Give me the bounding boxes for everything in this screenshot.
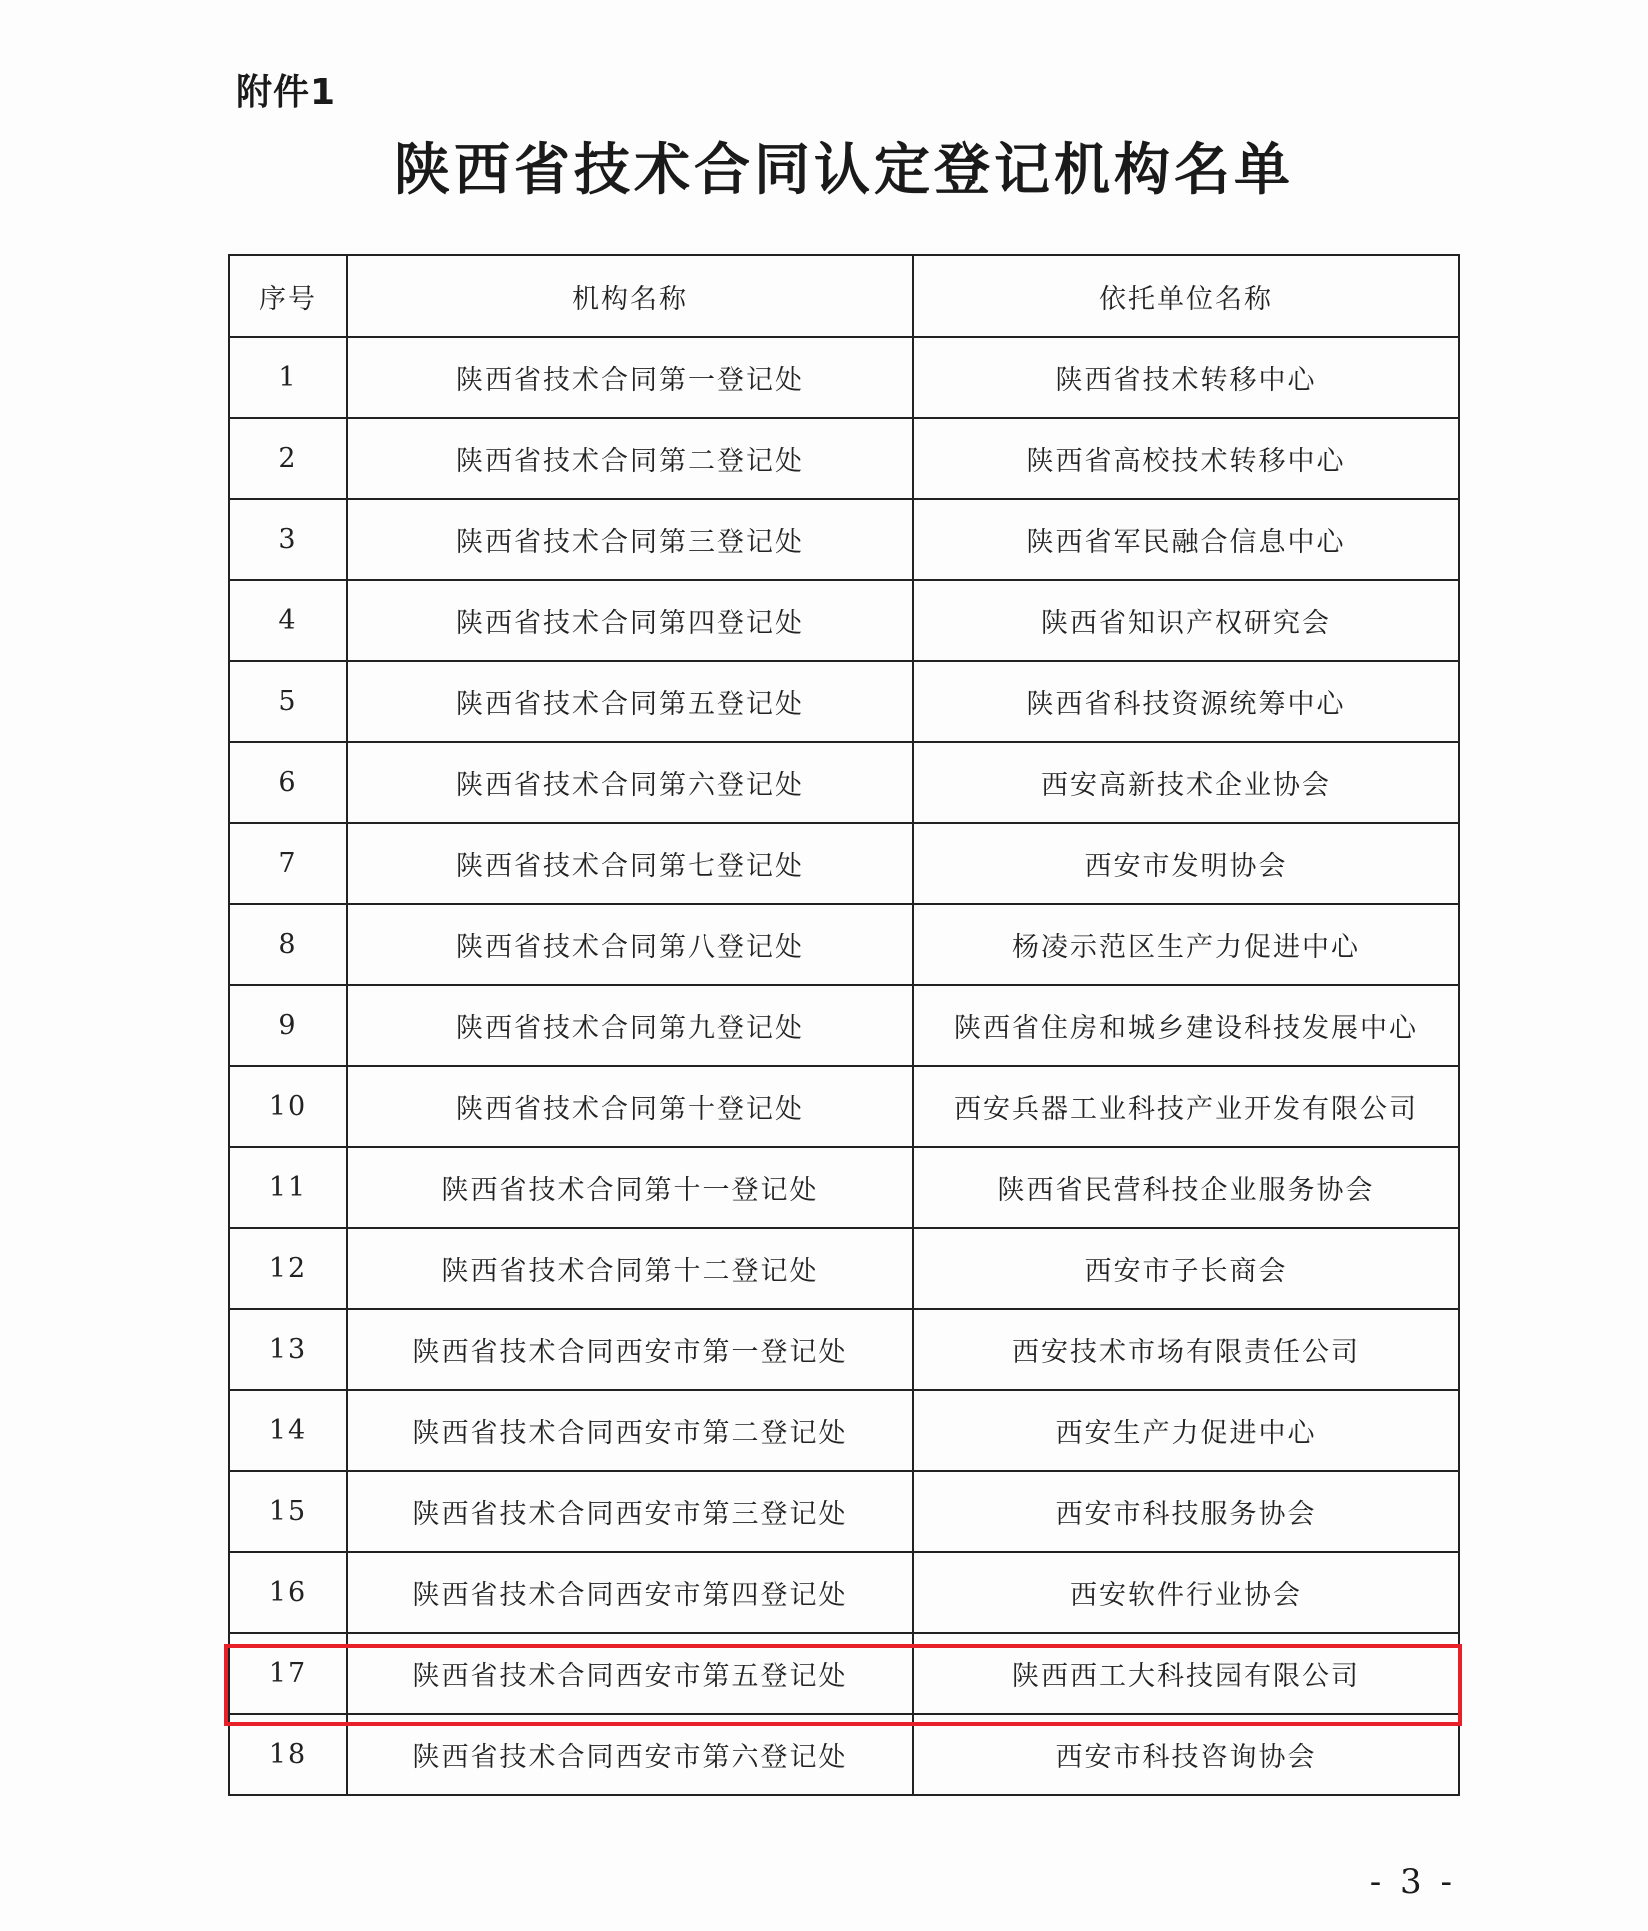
cell-seq: 14 bbox=[229, 1390, 347, 1471]
table-row bbox=[229, 1066, 1459, 1147]
registry-table bbox=[228, 254, 1460, 1796]
table-row bbox=[229, 1471, 1459, 1552]
cell-host-unit: 陕西省住房和城乡建设科技发展中心 bbox=[913, 985, 1459, 1066]
cell-host-unit: 西安技术市场有限责任公司 bbox=[913, 1309, 1459, 1390]
cell-institution-name: 陕西省技术合同第八登记处 bbox=[347, 904, 913, 985]
cell-seq: 18 bbox=[229, 1714, 347, 1795]
cell-host-unit: 陕西省军民融合信息中心 bbox=[913, 499, 1459, 580]
cell-institution-name: 陕西省技术合同第一登记处 bbox=[347, 337, 913, 418]
cell-seq: 11 bbox=[229, 1147, 347, 1228]
table-row bbox=[229, 1633, 1459, 1714]
cell-host-unit: 西安生产力促进中心 bbox=[913, 1390, 1459, 1471]
table-row bbox=[229, 1552, 1459, 1633]
cell-host-unit: 西安高新技术企业协会 bbox=[913, 742, 1459, 823]
table-body bbox=[229, 337, 1459, 1795]
cell-seq: 16 bbox=[229, 1552, 347, 1633]
cell-host-unit: 西安市发明协会 bbox=[913, 823, 1459, 904]
cell-seq: 8 bbox=[229, 904, 347, 985]
cell-institution-name: 陕西省技术合同西安市第一登记处 bbox=[347, 1309, 913, 1390]
cell-host-unit: 西安市子长商会 bbox=[913, 1228, 1459, 1309]
cell-seq: 15 bbox=[229, 1471, 347, 1552]
cell-institution-name: 陕西省技术合同西安市第三登记处 bbox=[347, 1471, 913, 1552]
table-row bbox=[229, 1147, 1459, 1228]
cell-host-unit: 西安兵器工业科技产业开发有限公司 bbox=[913, 1066, 1459, 1147]
cell-host-unit: 杨凌示范区生产力促进中心 bbox=[913, 904, 1459, 985]
table-row bbox=[229, 742, 1459, 823]
cell-institution-name: 陕西省技术合同西安市第五登记处 bbox=[347, 1633, 913, 1714]
cell-host-unit: 陕西西工大科技园有限公司 bbox=[913, 1633, 1459, 1714]
cell-institution-name: 陕西省技术合同第九登记处 bbox=[347, 985, 913, 1066]
column-header-host: 依托单位名称 bbox=[913, 255, 1459, 337]
attachment-label: 附件1 bbox=[236, 72, 337, 113]
table-row bbox=[229, 985, 1459, 1066]
cell-host-unit: 西安市科技咨询协会 bbox=[913, 1714, 1459, 1795]
table-row bbox=[229, 1228, 1459, 1309]
cell-institution-name: 陕西省技术合同第十二登记处 bbox=[347, 1228, 913, 1309]
cell-host-unit: 西安市科技服务协会 bbox=[913, 1471, 1459, 1552]
page-number: - 3 - bbox=[1369, 1862, 1456, 1902]
cell-seq: 9 bbox=[229, 985, 347, 1066]
cell-institution-name: 陕西省技术合同第四登记处 bbox=[347, 580, 913, 661]
cell-host-unit: 陕西省知识产权研究会 bbox=[913, 580, 1459, 661]
cell-institution-name: 陕西省技术合同第二登记处 bbox=[347, 418, 913, 499]
column-header-name: 机构名称 bbox=[347, 255, 913, 337]
cell-institution-name: 陕西省技术合同西安市第四登记处 bbox=[347, 1552, 913, 1633]
cell-host-unit: 陕西省民营科技企业服务协会 bbox=[913, 1147, 1459, 1228]
cell-seq: 7 bbox=[229, 823, 347, 904]
registry-table-container bbox=[228, 254, 1458, 1796]
cell-institution-name: 陕西省技术合同第六登记处 bbox=[347, 742, 913, 823]
cell-seq: 6 bbox=[229, 742, 347, 823]
table-row bbox=[229, 418, 1459, 499]
cell-seq: 1 bbox=[229, 337, 347, 418]
cell-seq: 13 bbox=[229, 1309, 347, 1390]
table-row bbox=[229, 823, 1459, 904]
cell-host-unit: 陕西省高校技术转移中心 bbox=[913, 418, 1459, 499]
table-row bbox=[229, 337, 1459, 418]
cell-seq: 3 bbox=[229, 499, 347, 580]
table-header-row bbox=[229, 255, 1459, 337]
cell-host-unit: 陕西省技术转移中心 bbox=[913, 337, 1459, 418]
cell-institution-name: 陕西省技术合同第十登记处 bbox=[347, 1066, 913, 1147]
column-header-seq: 序号 bbox=[229, 255, 347, 337]
table-row bbox=[229, 904, 1459, 985]
table-row bbox=[229, 1714, 1459, 1795]
cell-institution-name: 陕西省技术合同第七登记处 bbox=[347, 823, 913, 904]
cell-seq: 2 bbox=[229, 418, 347, 499]
cell-institution-name: 陕西省技术合同西安市第六登记处 bbox=[347, 1714, 913, 1795]
cell-seq: 10 bbox=[229, 1066, 347, 1147]
table-row bbox=[229, 1390, 1459, 1471]
table-row bbox=[229, 661, 1459, 742]
cell-institution-name: 陕西省技术合同第三登记处 bbox=[347, 499, 913, 580]
cell-institution-name: 陕西省技术合同第十一登记处 bbox=[347, 1147, 913, 1228]
cell-seq: 4 bbox=[229, 580, 347, 661]
document-title: 陕西省技术合同认定登记机构名单 bbox=[394, 138, 1294, 203]
table-row bbox=[229, 1309, 1459, 1390]
cell-institution-name: 陕西省技术合同第五登记处 bbox=[347, 661, 913, 742]
cell-host-unit: 陕西省科技资源统筹中心 bbox=[913, 661, 1459, 742]
cell-seq: 12 bbox=[229, 1228, 347, 1309]
cell-seq: 17 bbox=[229, 1633, 347, 1714]
table-row bbox=[229, 499, 1459, 580]
cell-institution-name: 陕西省技术合同西安市第二登记处 bbox=[347, 1390, 913, 1471]
cell-host-unit: 西安软件行业协会 bbox=[913, 1552, 1459, 1633]
cell-seq: 5 bbox=[229, 661, 347, 742]
table-row bbox=[229, 580, 1459, 661]
